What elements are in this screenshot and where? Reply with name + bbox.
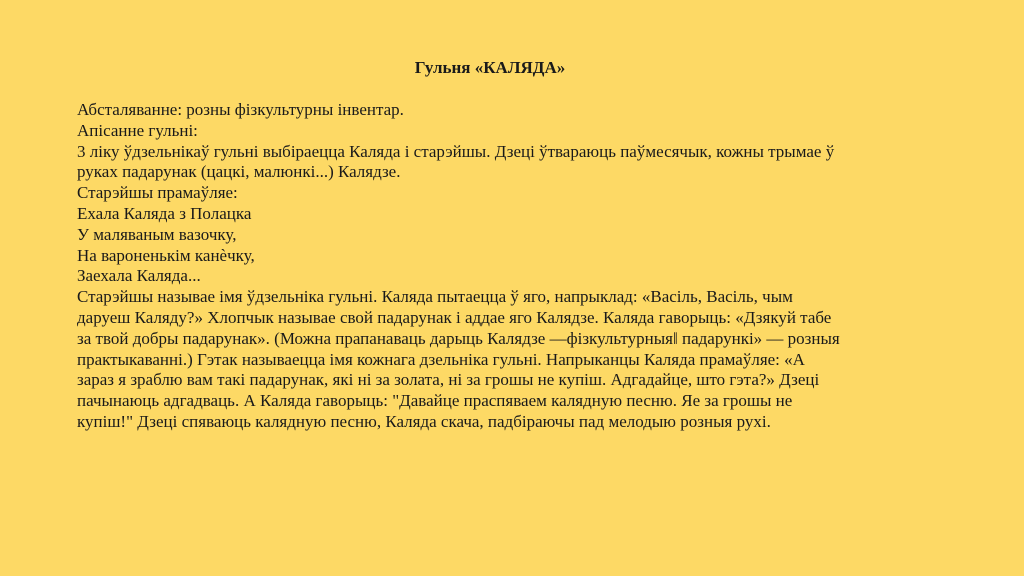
slide-body	[77, 100, 957, 433]
body-line: 3 ліку ўдзельнікаў гульні выбіраецца Каляда і старэйшы. Дзеці ўтвараюць паўмесячык, кожны трымае ў	[77, 141, 835, 161]
body-line: У маляваным вазочку,	[77, 224, 237, 244]
slide-title: Гульня «КАЛЯДА»	[414, 58, 566, 77]
body-line: Заехала Каляда...	[77, 266, 201, 286]
body-line: пачынаюць адгадваць. А Каляда гаворыць: "Давайце праспяваем калядную песню. Яе за грошы не	[77, 391, 793, 411]
body-line: практыкаванні.) Гэтак называецца імя кожнага дзельніка гульні. Напрыканцы Каляда прамаўляе: «А	[77, 349, 805, 369]
body-line: руках падарунак (цацкі, малюнкі...) Калядзе.	[77, 162, 401, 182]
body-line: Ехала Каляда з Полацка	[77, 203, 252, 223]
body-line: На вароненькім канѐчку,	[77, 245, 255, 265]
body-line: зараз я зраблю вам такі падарунак, які ні за золата, ні за грошы не купіш. Адгадайце, што гэта?» Дзеці	[77, 370, 820, 390]
body-line: Абсталяванне: розны фізкультурны інвентар.	[77, 100, 404, 119]
body-line: даруеш Каляду?» Хлопчык называе свой падарунак і аддае яго Калядзе. Каляда гаворыць: «Дзякуй табе	[77, 307, 832, 327]
body-line: купіш!" Дзеці спяваюць калядную песню, Каляда скача, падбіраючы пад мелодыю розныя рухі.	[77, 411, 771, 431]
body-line: Старэйшы прамаўляе:	[77, 183, 238, 203]
body-line: за твой добры падарунак». (Можна прапанаваць дарыць Калядзе ―фізкультурныя‖ падарункі» — розныя	[77, 328, 840, 348]
body-line: Апісанне гульні:	[77, 120, 198, 140]
body-line: Старэйшы называе імя ўдзельніка гульні. Каляда пытаецца ў яго, напрыклад: «Васіль, Васіль, чым	[77, 287, 793, 307]
